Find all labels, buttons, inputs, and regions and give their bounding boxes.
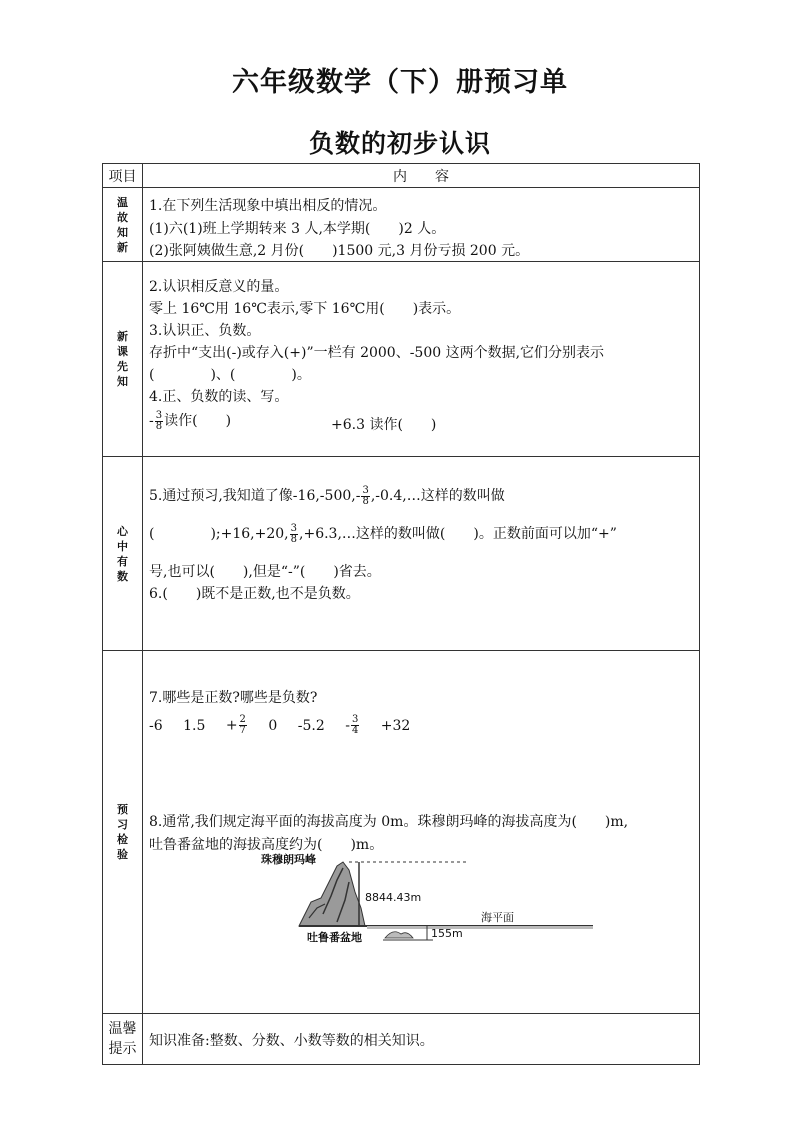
turpan-depth: 155m [431,927,463,940]
number-item: -5.2 [297,717,325,734]
section-content [143,1014,700,1065]
section-content [143,188,700,262]
question-3: 3.认识正、负数。 [149,323,261,339]
fraction: $\frac{3}{8}$ [290,522,298,545]
number-item: -6 [149,717,163,734]
table-row [103,651,700,1014]
question-1-2: (2)张阿姨做生意,2 月份( )1500 元,3 月份亏损 200 元。 [149,243,530,259]
section-label: 新 课 先 知 [103,262,143,457]
turpan-label: 吐鲁番盆地 [307,931,362,944]
question-4-read-a: - $\frac{3}{8}$ 读作( ) [149,409,232,432]
table-row [103,188,700,262]
sea-level-label: 海平面 [481,911,514,924]
question-4: 4.正、负数的读、写。 [149,389,289,405]
tip-text: 知识准备:整数、分数、小数等数的相关知识。 [149,1033,434,1049]
everest-label: 珠穆朗玛峰 [261,853,316,866]
question-2-text: 零上 16℃用 16℃表示,零下 16℃用( )表示。 [149,301,461,317]
question-8-line-2: 吐鲁番盆地的海拔高度约为( )m。 [149,837,384,853]
page-title: 六年级数学（下）册预习单 [232,67,568,98]
table-row [103,457,700,651]
number-item: 0 [268,717,278,734]
question-1: 1.在下列生活现象中填出相反的情况。 [149,198,387,214]
question-1-1: (1)六(1)班上学期转来 3 人,本学期( )2 人。 [149,221,446,237]
section-label: 心 中 有 数 [103,457,143,651]
number-item: - $\frac{3}{4}$ [345,714,359,736]
everest-height: 8844.43m [365,891,422,904]
section-content [143,651,700,1014]
table-header-row [103,164,700,188]
section-label: 温馨 提示 [103,1014,143,1065]
fraction: $\frac{3}{8}$ [155,409,163,432]
section-content [143,262,700,457]
section-content [143,457,700,651]
question-2: 2.认识相反意义的量。 [149,279,289,295]
question-8-line-1: 8.通常,我们规定海平面的海拔高度为 0m。珠穆朗玛峰的海拔高度为( )m, [149,814,629,830]
fraction: $\frac{3}{8}$ [362,484,369,507]
number-list [149,715,426,736]
header-content: 内 容 [143,164,700,188]
table-row [103,262,700,457]
question-7: 7.哪些是正数?哪些是负数? [149,690,318,706]
number-item: +32 [380,717,411,734]
question-5-line-1: 5.通过预习,我知道了像-16,-500,- $\frac{3}{8}$ ,-0.4,…这样的数叫做 [149,484,505,507]
question-3-text: 存折中“支出(-)或存入(+)”一栏有 2000、-500 这两个数据,它们分别表示 [149,345,605,361]
number-item: + $\frac{2}{7}$ [225,714,246,736]
table-row [103,1014,700,1065]
section-label: 预 习 检 验 [103,651,143,1014]
question-4-read-b: +6.3 读作( ) [331,417,437,433]
question-5-line-2: ( );+16,+20, $\frac{3}{8}$ ,+6.3,…这样的数叫做( )。正数前面可以加“+” [149,522,617,545]
page-subtitle: 负数的初步认识 [308,129,491,158]
section-label: 温 故 知 新 [103,188,143,262]
number-item: 1.5 [183,717,206,734]
question-5-line-3: 号,也可以( ),但是“-”( )省去。 [149,564,381,580]
question-6: 6.( )既不是正数,也不是负数。 [149,586,360,602]
header-item: 项目 [103,164,143,188]
worksheet-table [102,163,700,1065]
question-3-blanks: ( )、( )。 [149,367,311,383]
